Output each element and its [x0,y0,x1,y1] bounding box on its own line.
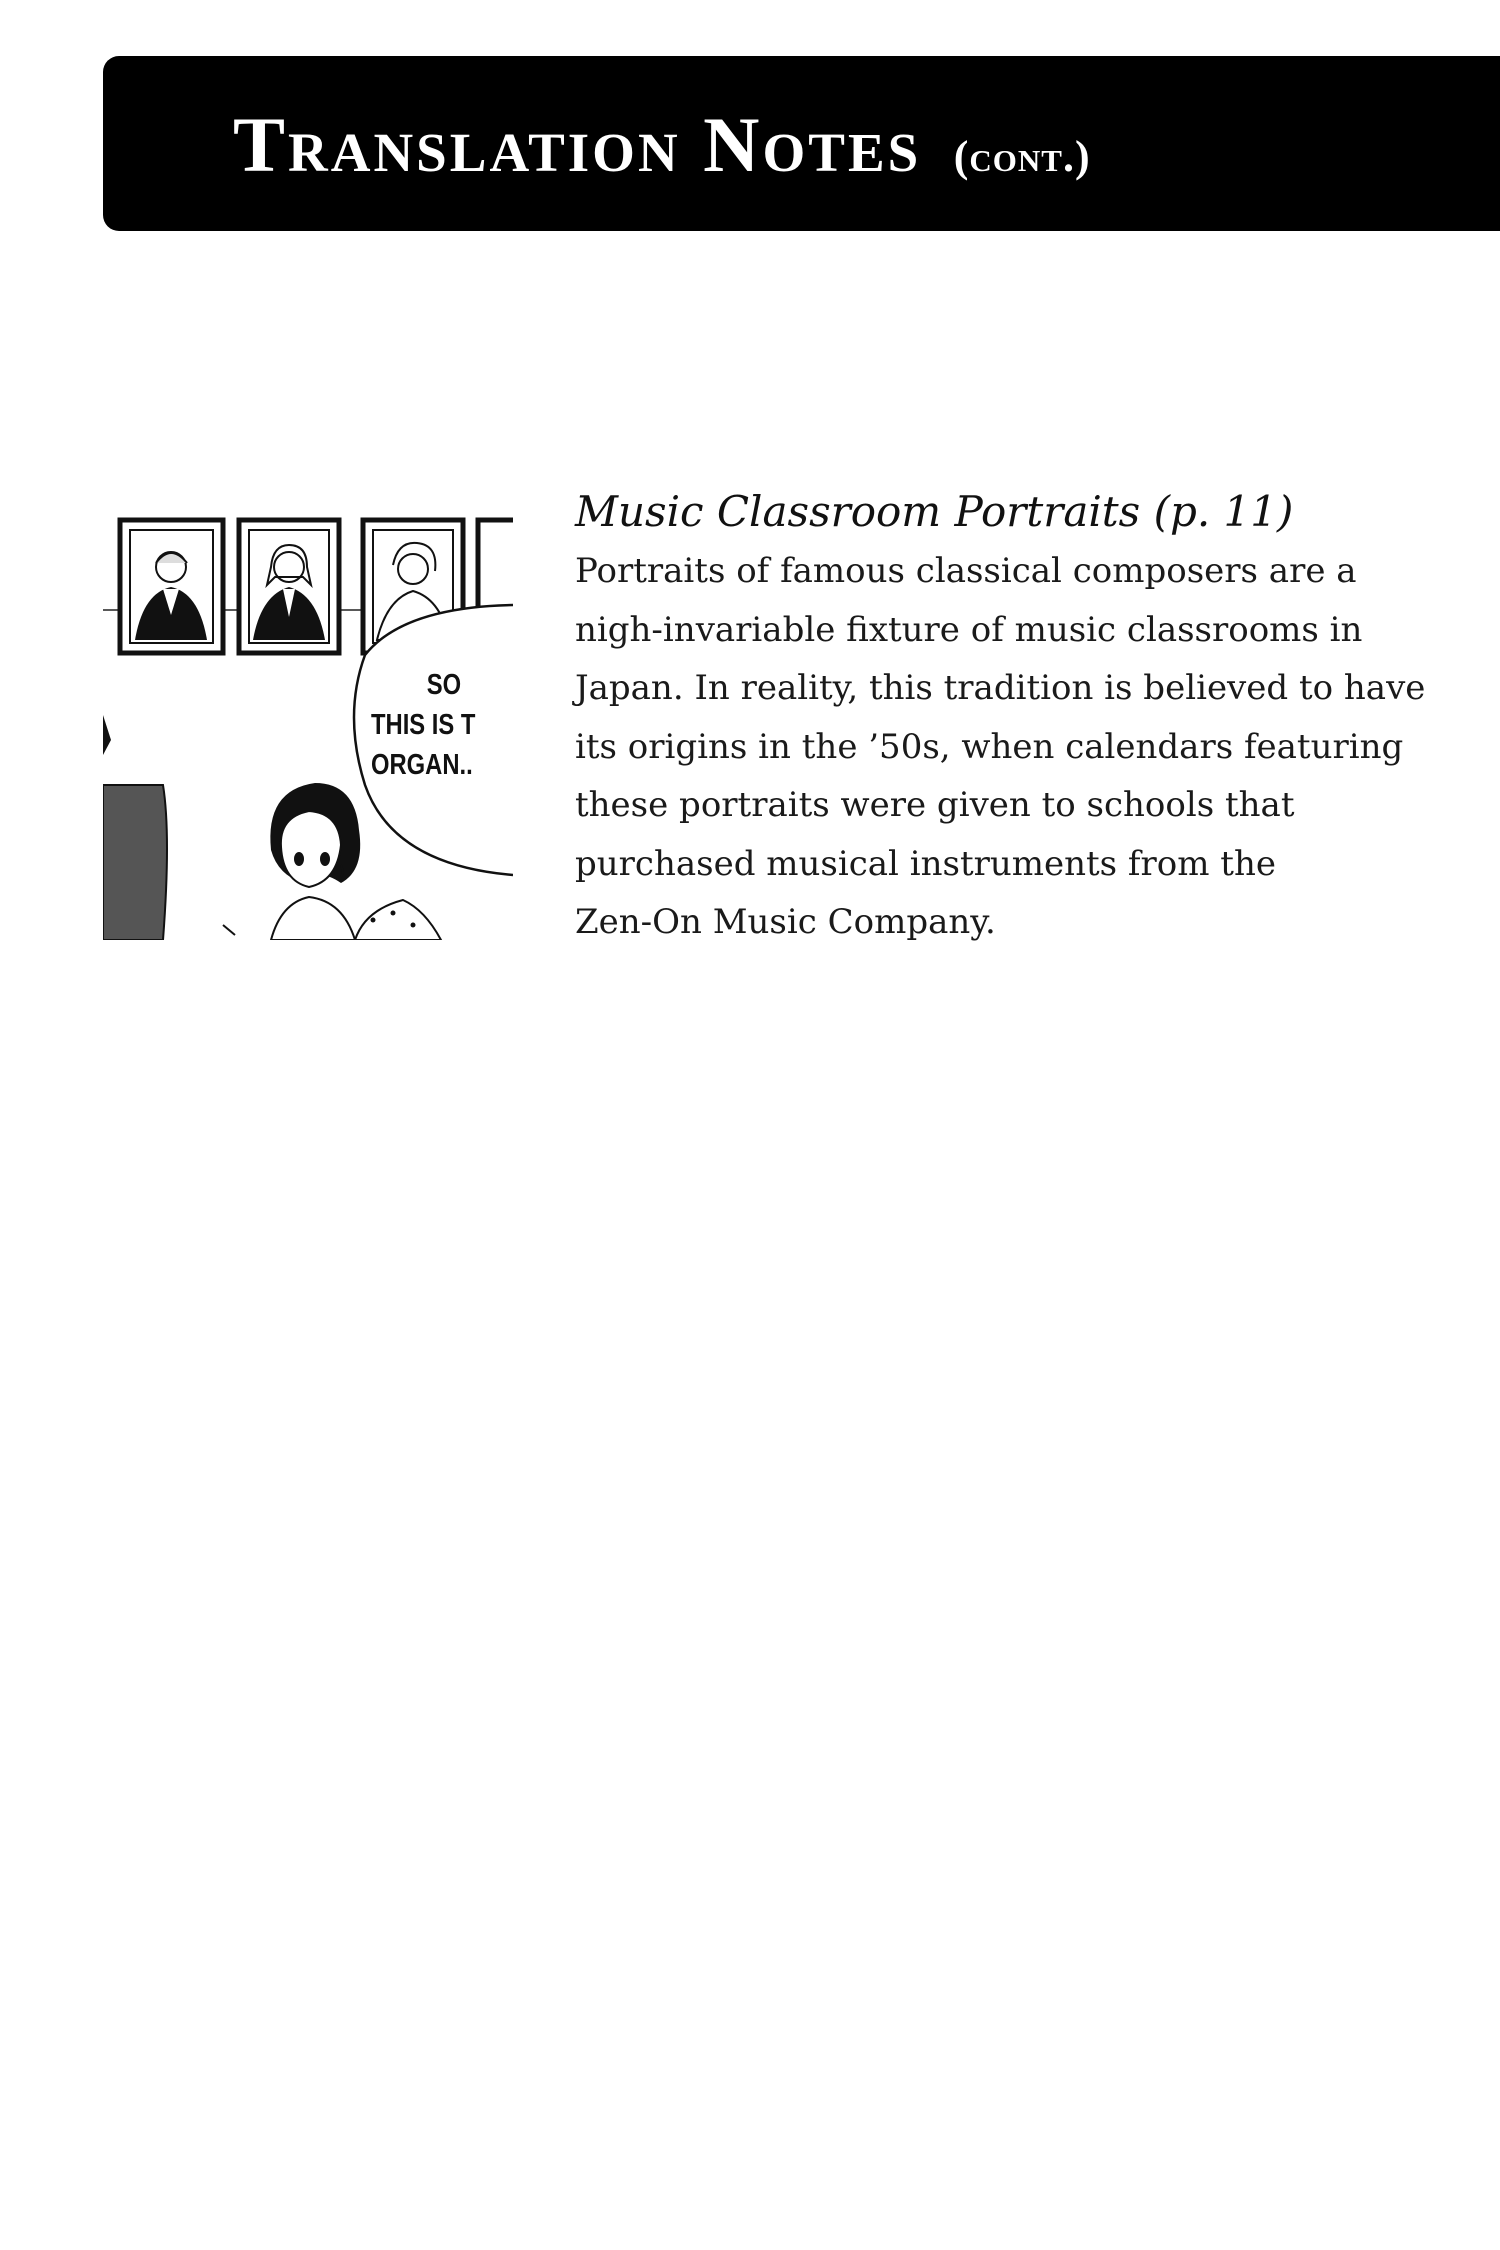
speech-bubble-text [371,665,502,785]
page-title-text: Translation Notes [233,101,922,188]
speech-line-1: SO [426,669,462,701]
note-body: Portraits of famous classical composers are a nigh-invariable fixture of music classrooms in Japan. In reality, this tradition is believed to have its origins in the ’50s, when calendars featuring these portraits were given to schools that purchased musical instruments from the Zen-On Music Company. [575,551,1426,942]
manga-panel-illustration [103,515,513,940]
ink-stroke [223,925,235,935]
note-title: Music Classroom Portraits (p. 11) [575,487,1294,536]
portrait-frame-1 [120,520,223,653]
header-bar [103,56,1500,231]
speech-line-3: ORGAN.. [371,749,473,781]
page-title [233,90,1091,212]
speech-line-2: THIS IS T [371,709,476,741]
portrait-frame-2 [239,520,339,653]
left-figure-hair [103,715,111,755]
translation-note [575,482,1455,952]
page-title-suffix: (cont.) [953,132,1091,181]
left-figure [103,785,167,940]
